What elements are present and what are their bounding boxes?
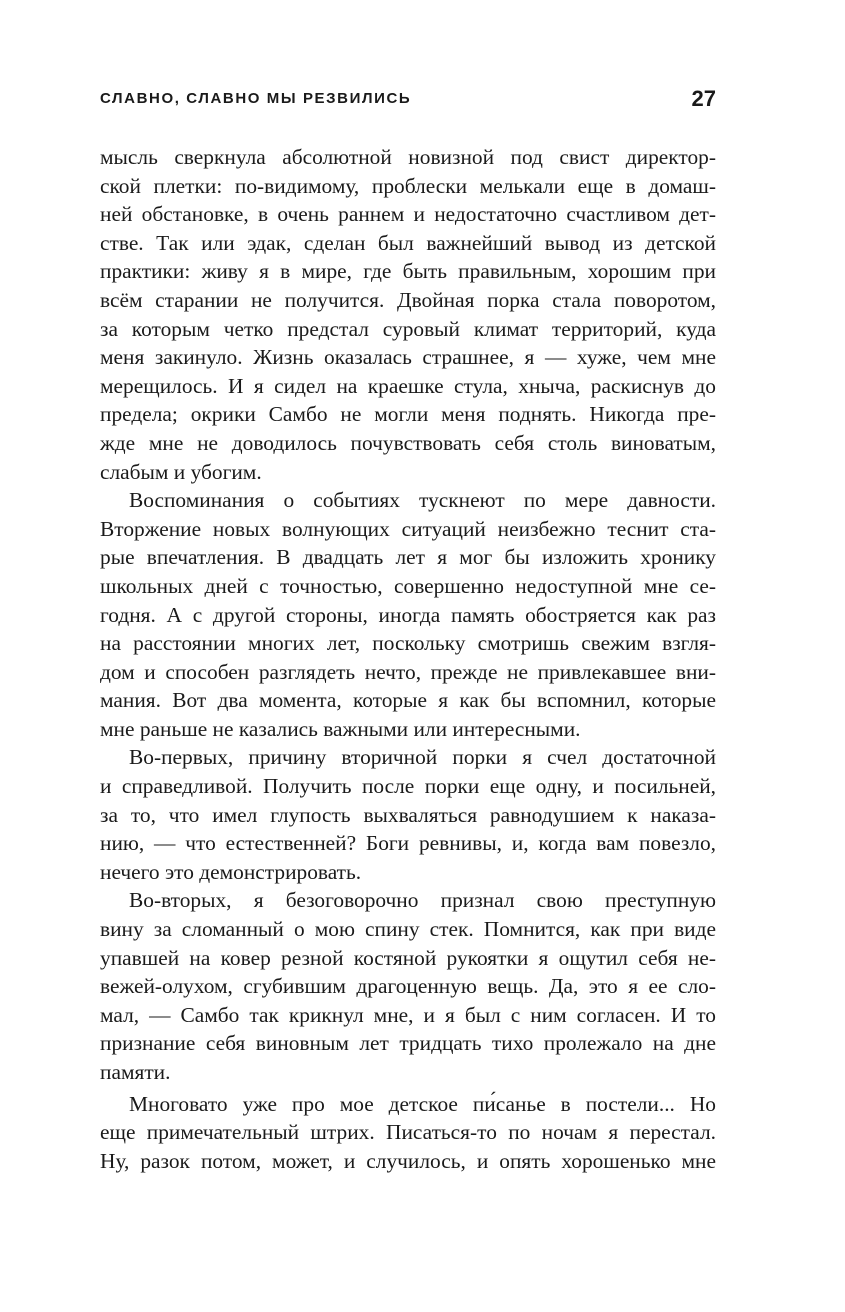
text-line: мания. Вот два момента, которые я как бы вспомнил, которые — [100, 688, 716, 713]
text-line: Вторжение новых волнующих ситуаций неизбежно теснит ста- — [100, 516, 716, 541]
text-line: мал, — Самбо так крикнул мне, и я был с ним согласен. И то — [100, 1002, 716, 1027]
text-line: на расстоянии многих лет, поскольку смотришь свежим взгля- — [100, 631, 716, 656]
text-line: нию, — что естественней? Боги ревнивы, и, когда вам повезло, — [100, 831, 716, 856]
text-line: стве. Так или эдак, сделан был важнейший вывод из детской — [100, 230, 716, 255]
body-text — [100, 143, 716, 1175]
text-line: ской плетки: по-видимому, проблески мелькали еще в домаш- — [100, 173, 716, 198]
text-line: мысль сверкнула абсолютной новизной под свист директор- — [100, 145, 716, 169]
text-line: вину за сломанный о мою спину стек. Помнится, как при виде — [100, 917, 716, 942]
text-line: мне раньше не казались важными или интересными. — [100, 716, 581, 741]
text-line: слабым и убогим. — [100, 459, 262, 484]
text-line: за которым четко предстал суровый климат территорий, куда — [100, 316, 716, 341]
text-line: меня закинуло. Жизнь оказалась страшнее, я — хуже, чем мне — [100, 345, 716, 370]
paragraph-first-line: Во-первых, причину вторичной порки я счел достаточной — [129, 745, 716, 770]
text-line: памяти. — [100, 1060, 171, 1084]
running-title: СЛАВНО, СЛАВНО МЫ РЕЗВИЛИСЬ — [100, 90, 412, 107]
text-line: предела; окрики Самбо не могли меня поднять. Никогда пре- — [100, 402, 716, 427]
paragraph-first-line: Во-вторых, я безоговорочно признал свою преступную — [129, 888, 716, 913]
running-head — [100, 86, 716, 118]
text-line: за то, что имел глупость выхваляться равнодушием к наказа- — [100, 802, 716, 827]
text-line: нечего это демонстрировать. — [100, 859, 362, 884]
text-line: еще примечательный штрих. Писаться-то по ночам я перестал. — [100, 1120, 716, 1145]
page-number: 27 — [691, 86, 716, 111]
text-line: годня. А с другой стороны, иногда память обостряется как раз — [100, 602, 716, 627]
text-line: ней обстановке, в очень раннем и недостаточно счастливом дет- — [100, 202, 716, 227]
text-line: всём старании не получится. Двойная порка стала поворотом, — [100, 287, 716, 312]
text-line: и справедливой. Получить после порки еще одну, и посильней, — [100, 774, 716, 799]
paragraph-first-line: Воспоминания о событиях тускнеют по мере давности. — [129, 488, 716, 513]
text-line: мерещилось. И я сидел на краешке стула, хныча, раскиснув до — [100, 373, 716, 398]
paragraph-first-line: Многовато уже про мое детское пи́санье в постели... Но — [129, 1091, 716, 1116]
text-line: рые впечатления. В двадцать лет я мог бы изложить хронику — [100, 545, 716, 570]
text-line: упавшей на ковер резной костяной рукоятки я ощутил себя не- — [100, 945, 716, 970]
text-line: Ну, разок потом, может, и случилось, и опять хорошенько мне — [100, 1148, 716, 1173]
text-line: практики: живу я в мире, где быть правильным, хорошим при — [100, 259, 716, 284]
text-line: вежей-олухом, сгубившим драгоценную вещь. Да, это я ее сло- — [100, 974, 716, 999]
text-line: жде мне не доводилось почувствовать себя столь виноватым, — [100, 430, 716, 455]
text-line: дом и способен разглядеть нечто, прежде не привлекавшее вни- — [100, 659, 716, 684]
text-line: школьных дней с точностью, совершенно недоступной мне се- — [100, 573, 716, 598]
text-line: признание себя виновным лет тридцать тихо пролежало на дне — [100, 1031, 716, 1056]
